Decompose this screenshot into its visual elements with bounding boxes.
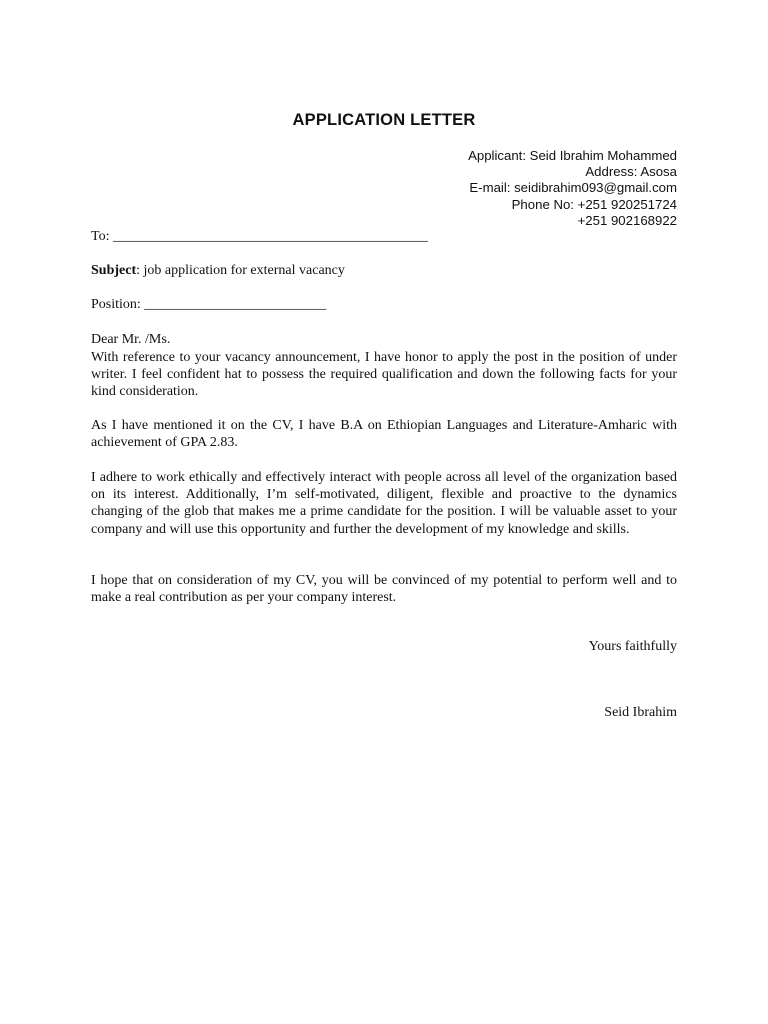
recipient-blank: _____________________________________________ — [112, 229, 428, 244]
salutation: Dear Mr. /Ms. — [91, 332, 171, 347]
position-line — [91, 297, 326, 313]
subject-label: Subject — [91, 263, 137, 278]
applicant-phone-line-2: +251 902168922 — [577, 212, 677, 228]
letter-title: APPLICATION LETTER — [292, 111, 476, 129]
position-text: : __________________________ — [136, 297, 327, 312]
subject-line — [91, 263, 345, 279]
applicant-address-line: Address: Asosa — [585, 164, 677, 180]
signature-name: Seid Ibrahim — [604, 705, 677, 720]
body-paragraph-2: As I have mentioned it on the CV, I have B.A on Ethiopian Languages and Literature-Amharic with achievement of GPA 2.83. — [91, 418, 677, 451]
body-paragraph-4: I hope that on consideration of my CV, you will be convinced of my potential to perform well and to make a real contribution as per your company interest. — [91, 573, 677, 606]
body-paragraph-1: With reference to your vacancy announcement, I have honor to apply the post in the position of under writer. I feel confident hat to possess the required qualification and down the following facts for your kind consideration. — [91, 350, 677, 400]
applicant-name-line: Applicant: Seid Ibrahim Mohammed — [468, 148, 677, 163]
recipient-label: To: — [91, 229, 113, 244]
closing-phrase: Yours faithfully — [588, 639, 677, 654]
applicant-email-line: E-mail: seidibrahim093@gmail.com — [469, 180, 677, 196]
applicant-phone-line-1: Phone No: +251 920251724 — [511, 196, 677, 212]
subject-text: : job application for external vacancy — [136, 263, 345, 278]
recipient-line — [91, 229, 428, 245]
body-paragraph-3: I adhere to work ethically and effectively interact with people across all level of the organization based on its interest. Additionally, I’m self-motivated, diligent, flexible and proactive to the dynamics changing of the glob that makes me a prime candidate for the position. I will be valuable asset to your company and will use this opportunity and further the development of my knowledge and skills. — [91, 470, 677, 537]
position-label: Position — [91, 297, 137, 312]
applicant-info-block — [468, 148, 677, 229]
